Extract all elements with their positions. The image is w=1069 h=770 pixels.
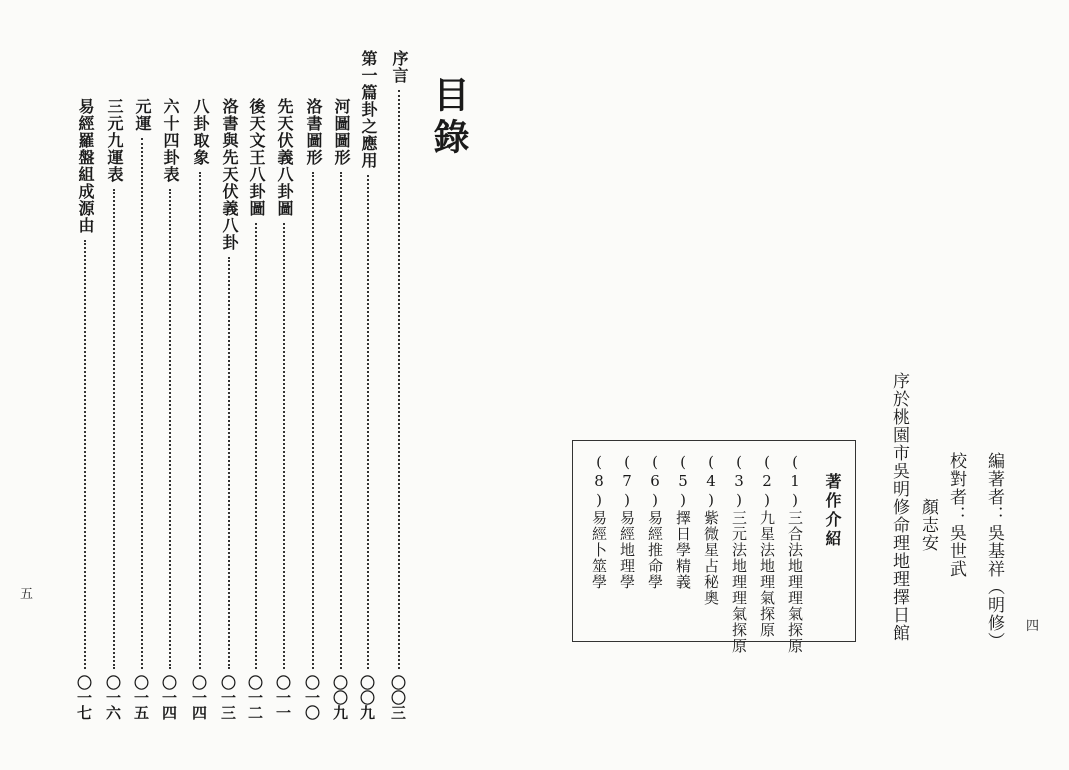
page-number-right: 四: [1026, 619, 1040, 634]
work-item: (4)紫微星占秘奧: [702, 453, 720, 606]
toc-entry-title: 洛書與先天伏義八卦: [220, 98, 239, 251]
toc-leader-dots: [255, 223, 257, 669]
work-item: (3)三元法地理理氣探原: [730, 453, 748, 654]
work-item: (6)易經推命學: [646, 453, 664, 590]
toc-entry: [388, 50, 412, 720]
toc-entry: [330, 98, 354, 720]
toc-entry-title: 先天伏義八卦圖: [275, 98, 294, 217]
toc-entry: [218, 98, 242, 720]
toc-entry-title: 易經羅盤組成源由: [76, 98, 95, 234]
toc-entry-title: 八卦取象: [191, 98, 210, 166]
toc-entry-title: 洛書圖形: [304, 98, 323, 166]
toc-entry-page: 〇一四: [160, 675, 178, 720]
toc-entry-page: 〇一三: [219, 675, 237, 720]
toc-leader-dots: [169, 189, 171, 669]
toc-leader-dots: [398, 90, 400, 669]
toc-leader-dots: [367, 175, 369, 669]
toc-leader-dots: [283, 223, 285, 669]
toc-entry-page: 〇〇九: [331, 675, 349, 720]
toc-entry: [245, 98, 269, 720]
toc-entry: [273, 98, 297, 720]
works-box: [572, 440, 856, 654]
toc-entry-title: 三元九運表: [105, 98, 124, 183]
toc-entry-page: 〇〇三: [389, 675, 407, 720]
works-title: 著作介紹: [823, 473, 842, 549]
proofreader-credit-2: 顏志安: [918, 498, 938, 552]
toc-entry: [159, 98, 183, 720]
toc-leader-dots: [312, 172, 314, 669]
preface-place: 序於桃園市吳明修命理地理擇日館: [889, 372, 909, 642]
toc-entry-page: 〇一二: [246, 675, 264, 720]
toc-leader-dots: [141, 138, 143, 669]
toc-entry: [357, 50, 381, 720]
toc-entry-title: 第一篇卦之應用: [359, 50, 378, 169]
toc-title: 目錄: [428, 76, 470, 160]
toc-entry-title: 六十四卦表: [161, 98, 180, 183]
toc-leader-dots: [228, 257, 230, 669]
toc-entry: [103, 98, 127, 720]
toc-entry-page: 〇一四: [190, 675, 208, 720]
toc-entry: [131, 98, 155, 720]
toc-entry-title: 元運: [133, 98, 152, 132]
toc-entry-page: 〇〇九: [358, 675, 376, 720]
toc-entry-page: 〇一七: [75, 675, 93, 720]
work-item: (5)擇日學精義: [674, 453, 692, 590]
toc-entry-title: 河圖圖形: [332, 98, 351, 166]
toc-leader-dots: [340, 172, 342, 669]
toc-entry-title: 後天文王八卦圖: [247, 98, 266, 217]
toc-entry-title: 序言: [390, 50, 409, 84]
work-item: (2)九星法地理氣探原: [758, 453, 776, 638]
page-number-left: 五: [20, 587, 34, 602]
toc-entry: [302, 98, 326, 720]
work-item: (1)三合法地理理氣探原: [786, 453, 804, 654]
toc-leader-dots: [199, 172, 201, 669]
work-item: (8)易經卜筮學: [590, 453, 608, 590]
toc-entry-page: 〇一六: [104, 675, 122, 720]
toc-entry: [189, 98, 213, 720]
author-credit: 編著者：吳基祥（明修）: [984, 452, 1004, 650]
toc-entry-page: 〇一〇: [303, 675, 321, 720]
proofreader-credit: 校對者：吳世武: [946, 452, 966, 578]
work-item: (7)易經地理學: [618, 453, 636, 590]
toc-leader-dots: [113, 189, 115, 669]
toc-entry-page: 〇一一: [274, 675, 292, 720]
toc-leader-dots: [84, 240, 86, 669]
toc-entry-page: 〇一五: [132, 675, 150, 720]
toc-entry: [74, 98, 98, 720]
